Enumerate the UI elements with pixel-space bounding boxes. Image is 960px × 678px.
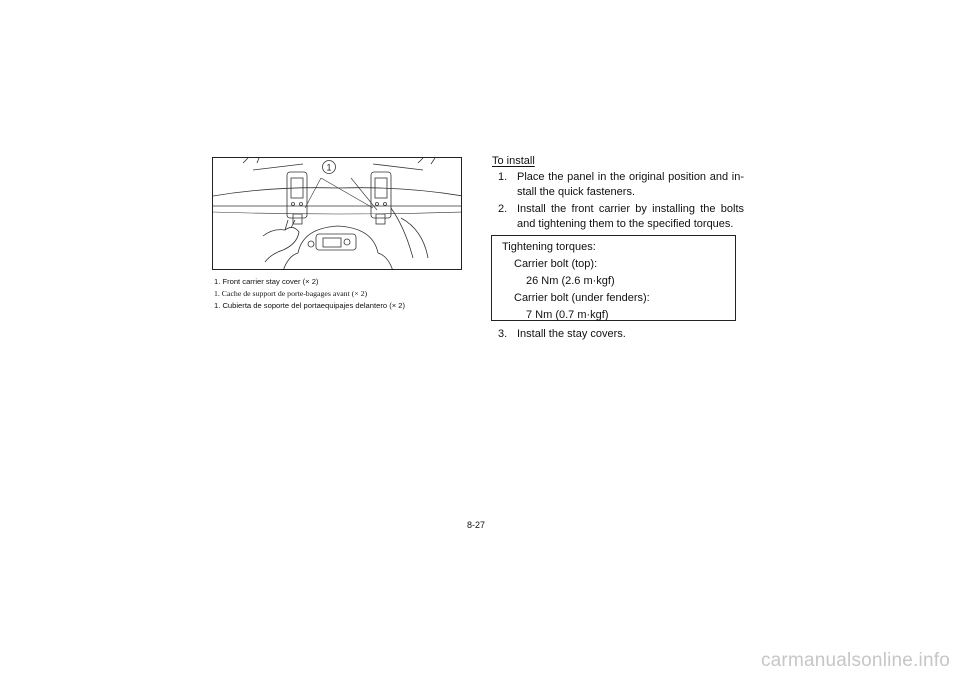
install-steps xyxy=(498,170,744,231)
figure-captions xyxy=(214,276,474,312)
torque-heading: Tightening torques: xyxy=(502,241,596,253)
step-text: Install the stay covers. xyxy=(517,328,626,340)
torque-item-2-value: 7 Nm (0.7 m·kgf) xyxy=(526,309,609,321)
torque-specs-box xyxy=(491,235,736,321)
caption-english: 1. Front carrier stay cover (× 2) xyxy=(214,277,319,286)
step-text: Place the panel in the original position and in-stall the quick fasteners. xyxy=(517,171,744,198)
callout-number: 1 xyxy=(326,162,332,173)
step-3 xyxy=(498,327,626,341)
step-number: 2. xyxy=(498,203,508,216)
page-number: 8-27 xyxy=(467,520,486,530)
torque-item-1-label: Carrier bolt (top): xyxy=(514,258,598,270)
watermark: carmanualsonline.info xyxy=(760,650,950,671)
step-number: 3. xyxy=(498,328,508,340)
figure-illustration xyxy=(212,157,462,270)
step-number: 1. xyxy=(498,171,508,183)
step-text: Install the front carrier by installing the bolts and tightening them to the specified torques. xyxy=(517,203,744,230)
caption-spanish: 1. Cubierta de soporte del portaequipajes delantero (× 2) xyxy=(214,301,406,310)
step-2 xyxy=(498,202,744,231)
carrier-illustration xyxy=(213,158,462,270)
caption-french: 1. Cache de support de porte-bagages avant (× 2) xyxy=(214,289,368,298)
torque-item-2-label: Carrier bolt (under fenders): xyxy=(514,292,650,304)
torque-item-1-value: 26 Nm (2.6 m·kgf) xyxy=(526,275,615,287)
section-title: To install xyxy=(492,155,535,167)
step-1 xyxy=(498,170,744,199)
